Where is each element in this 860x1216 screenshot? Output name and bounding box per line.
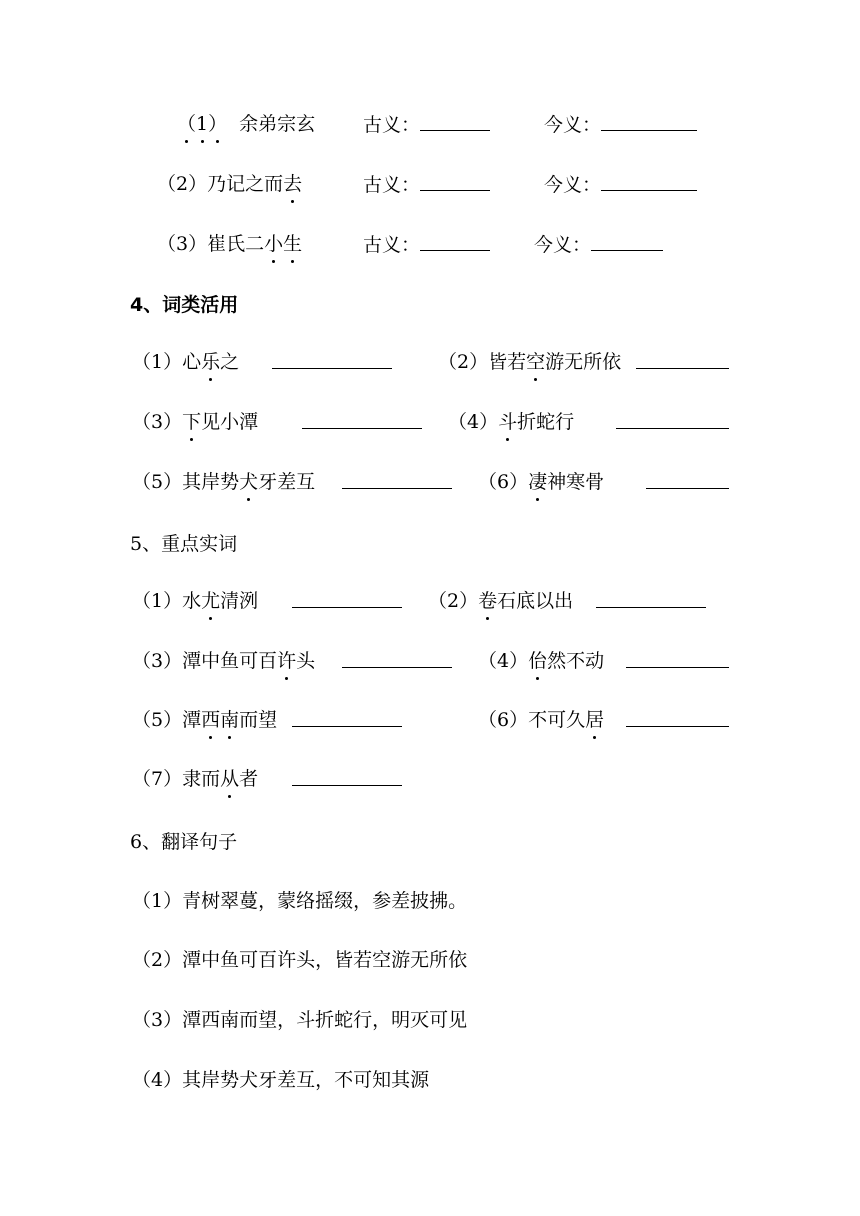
s6-item-2: （2）潭中鱼可百许头，皆若空游无所依 [132, 949, 468, 971]
s5-item-7: （7）隶而从者 [132, 768, 259, 790]
section-title-5: 5、重点实词 [130, 533, 238, 555]
answer-blank[interactable] [601, 172, 697, 191]
s4-item-5: （5）其岸势犬牙差互 [132, 471, 316, 493]
answer-blank[interactable] [626, 708, 729, 727]
s4-item-2: （2）皆若空游无所依 [438, 351, 622, 373]
s5-item-6: （6）不可久居 [478, 709, 605, 731]
answer-blank[interactable] [292, 708, 402, 727]
gujin-jin-label-3: 今义： [534, 232, 663, 257]
s6-item-3: （3）潭西南而望，斗折蛇行，明灭可见 [132, 1009, 468, 1031]
s6-item-1: （1）青树翠蔓，蒙络摇缀，参差披拂。 [132, 890, 468, 912]
answer-blank[interactable] [342, 649, 452, 668]
gujin-item-num: （ [177, 113, 197, 135]
answer-blank[interactable] [292, 767, 402, 786]
answer-blank[interactable] [420, 232, 490, 251]
s4-item-6: （6）凄神寒骨 [478, 471, 605, 493]
answer-blank[interactable] [591, 232, 663, 251]
gujin-gu-label-2: 古义： [363, 172, 490, 197]
answer-blank[interactable] [616, 410, 729, 429]
answer-blank[interactable] [596, 589, 706, 608]
answer-blank[interactable] [646, 470, 729, 489]
answer-blank[interactable] [601, 112, 697, 131]
gujin-item-text: 余弟宗玄 [239, 113, 316, 135]
section-title-6: 6、翻译句子 [130, 831, 238, 853]
gujin-item-1: （1） 余弟宗玄 [177, 113, 316, 135]
answer-blank[interactable] [420, 112, 490, 131]
s4-item-1: （1）心乐之 [132, 351, 240, 373]
answer-blank[interactable] [272, 350, 392, 369]
gujin-jin-label-1: 今义： [544, 112, 697, 137]
answer-blank[interactable] [342, 470, 452, 489]
gujin-item-2: （2）乃记之而去 [157, 173, 303, 195]
s5-item-4: （4）佁然不动 [478, 650, 605, 672]
s4-item-3: （3）下见小潭 [132, 411, 259, 433]
s6-item-4: （4）其岸势犬牙差互，不可知其源 [132, 1069, 430, 1091]
s5-item-2: （2）卷石底以出 [428, 590, 574, 612]
s4-item-4: （4）斗折蛇行 [448, 411, 575, 433]
answer-blank[interactable] [626, 649, 729, 668]
answer-blank[interactable] [292, 589, 402, 608]
section-title-4: 4、词类活用 [130, 294, 239, 316]
answer-blank[interactable] [302, 410, 422, 429]
gujin-item-3: （3）崔氏二小生 [157, 233, 303, 255]
answer-blank[interactable] [636, 350, 729, 369]
answer-blank[interactable] [420, 172, 490, 191]
gujin-gu-label-1: 古义： [363, 112, 490, 137]
s5-item-5: （5）潭西南而望 [132, 709, 278, 731]
s5-item-3: （3）潭中鱼可百许头 [132, 650, 316, 672]
s5-item-1: （1）水尤清洌 [132, 590, 259, 612]
gujin-jin-label-2: 今义： [544, 172, 697, 197]
gujin-gu-label-3: 古义： [363, 232, 490, 257]
